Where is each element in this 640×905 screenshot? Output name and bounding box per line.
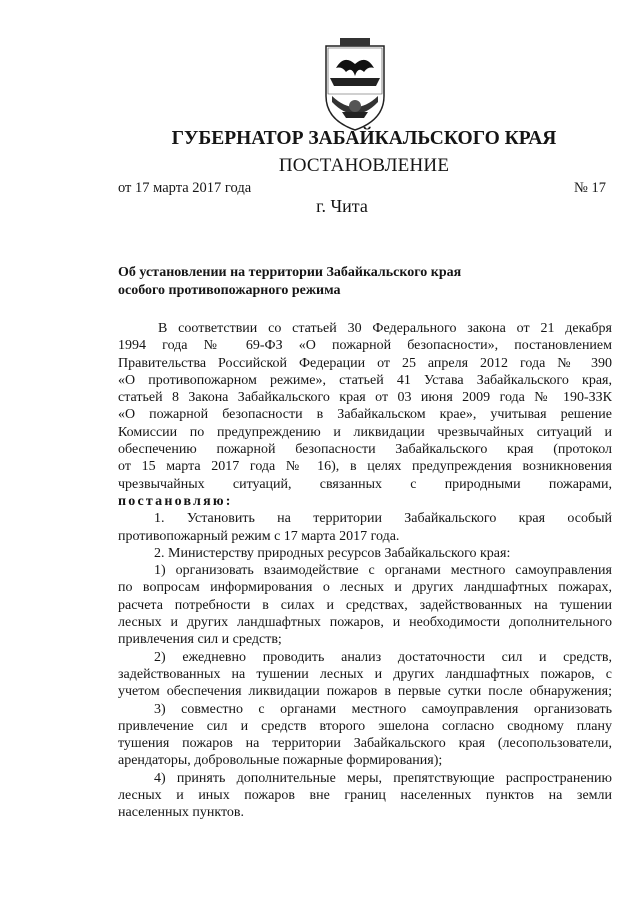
- text-line: привлечения сил и средств;: [118, 632, 282, 648]
- document-number: № 17: [574, 180, 606, 196]
- text-line: населенных пунктов.: [118, 805, 245, 821]
- text-line: чрезвычайных ситуаций, связанных с природными пожарами,: [118, 476, 612, 492]
- text-line: 1) организовать взаимодействие с органами местного самоуправления: [154, 563, 612, 579]
- decree-word: постановляю:: [118, 493, 233, 509]
- text-line: от 15 марта 2017 года № 16), в целях предупреждения возникновения: [118, 459, 612, 475]
- text-line: 2) ежедневно проводить анализ достаточности сил и средств,: [154, 649, 612, 665]
- subject-line: Об установлении на территории Забайкальского края: [118, 265, 462, 280]
- subitem-1: [118, 562, 612, 648]
- text-line: «О пожарной безопасности в Забайкальском крае», учитывая решение: [118, 407, 612, 423]
- document-type: ПОСТАНОВЛЕНИЕ: [278, 155, 450, 176]
- document-subject: [118, 264, 461, 300]
- document-city: г. Чита: [316, 196, 368, 216]
- document-date: от 17 марта 2017 года: [118, 180, 252, 196]
- text-line: 1994 года № 69-ФЗ «О пожарной безопасности», постановлением: [118, 338, 612, 354]
- governor-title: ГУБЕРНАТОР ЗАБАЙКАЛЬСКОГО КРАЯ: [171, 128, 557, 149]
- text-line: лесных и других ландшафтных пожаров, и необходимости дополнительного: [118, 615, 612, 631]
- text-line: 1. Установить на территории Забайкальского края особый: [154, 511, 612, 527]
- preamble-paragraph: [118, 320, 612, 510]
- text-line: лесных и иных пожаров вне границ населенных пунктов на земли: [118, 788, 612, 804]
- text-line: по вопросам информирования о лесных и других ландшафтных пожарах,: [118, 580, 612, 596]
- text-line: учетом обеспечения ликвидации пожаров в первые сутки после обнаружения;: [118, 684, 612, 700]
- text-line: 2. Министерству природных ресурсов Забайкальского края:: [154, 545, 511, 561]
- text-line: «О противопожарном режиме», статьей 41 Устава Забайкальского края,: [118, 372, 612, 388]
- text-line: В соответствии со статьей 30 Федерального закона от 21 декабря: [158, 321, 612, 336]
- subitem-2: [118, 649, 612, 701]
- text-line: Комиссии по предупреждению и ликвидации чрезвычайных ситуаций и: [118, 424, 612, 440]
- document-body: [118, 320, 612, 822]
- text-line: Правительства Российской Федерации от 25 апреля 2012 года № 390: [118, 355, 612, 371]
- text-line: привлечение сил и средств второго эшелона согласно сводному плану: [118, 718, 612, 734]
- text-line: 3) совместно с органами местного самоуправления организовать: [154, 701, 612, 717]
- text-line: задействованных на тушении лесных и других ландшафтных пожаров, с: [118, 666, 612, 682]
- text-line: арендаторы, добровольные пожарные формирования);: [118, 753, 443, 769]
- text-line: тушения пожаров на территории Забайкальского края (лесопользователи,: [118, 736, 612, 752]
- text-line: статьей 8 Закона Забайкальского края от 03 июня 2009 года № 190-ЗЗК: [118, 390, 612, 406]
- coat-of-arms-emblem: [318, 36, 392, 134]
- text-line: расчета потребности в силах и средствах, задействованных на тушении: [118, 597, 612, 613]
- text-line: обеспечению пожарной безопасности Забайкальского края (протокол: [118, 442, 612, 458]
- subitem-3: [118, 701, 612, 770]
- subitem-4: [118, 770, 612, 822]
- item-1: [118, 510, 612, 545]
- item-2: [118, 545, 612, 562]
- subject-line: особого противопожарного режима: [118, 283, 341, 298]
- text-line: 4) принять дополнительные меры, препятствующие распространению: [154, 770, 612, 786]
- text-line: противопожарный режим с 17 марта 2017 года.: [118, 528, 400, 544]
